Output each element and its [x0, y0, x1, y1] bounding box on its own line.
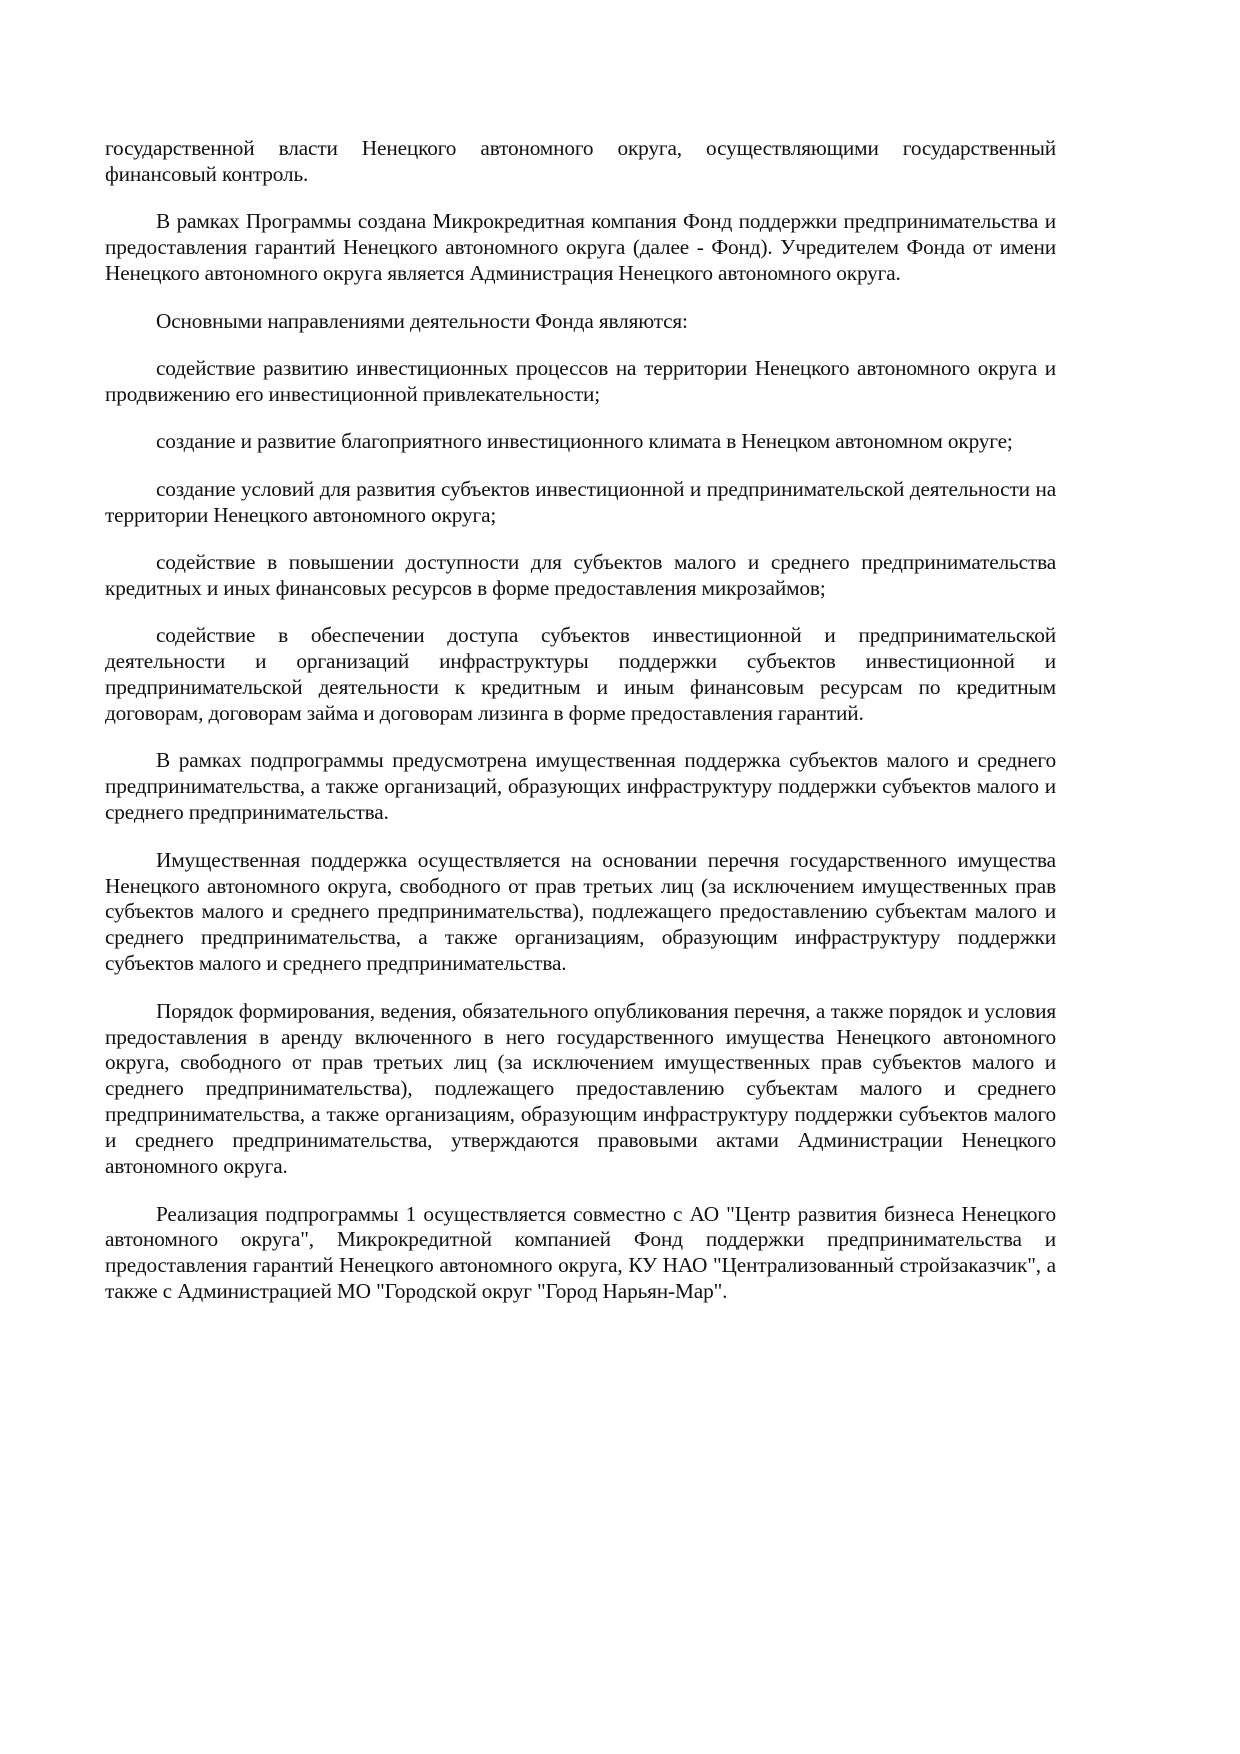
document-page	[105, 136, 1056, 1327]
paragraph-property-list: Имущественная поддержка осуществляется на основании перечня государственного имущества Ненецкого автономного округа, свободного от прав третьих лиц (за исключением имущественных прав субъектов малого и среднего предпринимательства), подлежащего предоставлению субъектам малого и среднего предпринимательства, а также организациям, образующим инфраструктуру поддержки субъектов малого и среднего предпринимательства.	[105, 847, 1056, 976]
paragraph-fund-directions-heading: Основными направлениями деятельности Фонда являются:	[156, 308, 688, 333]
paragraph-implementation-partners: Реализация подпрограммы 1 осуществляется совместно с АО "Центр развития бизнеса Ненецкого автономного округа", Микрокредитной компанией Фонд поддержки предпринимательства и предоставления гарантий Ненецкого автономного округа, КУ НАО "Централизованный стройзаказчик", а также с Администрацией МО "Городской округ "Город Нарьян-Мар".	[105, 1201, 1056, 1304]
paragraph-direction-investment-processes: содействие развитию инвестиционных процессов на территории Ненецкого автономного округа и продвижению его инвестиционной привлекательности;	[105, 355, 1056, 406]
paragraph-direction-guarantees: содействие в обеспечении доступа субъектов инвестиционной и предпринимательской деятельности и организаций инфраструктуры поддержки субъектов инвестиционной и предпринимательской деятельности к кредитным и иным финансовым ресурсам по кредитным договорам, договорам займа и договорам лизинга в форме предоставления гарантий.	[105, 623, 1056, 725]
paragraph-fund-creation: В рамках Программы создана Микрокредитная компания Фонд поддержки предпринимательства и предоставления гарантий Ненецкого автономного округа (далее - Фонд). Учредителем Фонда от имени Ненецкого автономного округа является Администрация Ненецкого автономного округа.	[105, 209, 1056, 286]
paragraph-direction-conditions: создание условий для развития субъектов инвестиционной и предпринимательской деятельности на территории Ненецкого автономного округа;	[105, 476, 1056, 527]
paragraph-direction-microloans: содействие в повышении доступности для субъектов малого и среднего предпринимательства кредитных и иных финансовых ресурсов в форме предоставления микрозаймов;	[105, 549, 1056, 600]
paragraph-property-support: В рамках подпрограммы предусмотрена имущественная поддержка субъектов малого и среднего предпринимательства, а также организаций, образующих инфраструктуру поддержки субъектов малого и среднего предпринимательства.	[105, 748, 1056, 825]
paragraph-financial-control: государственной власти Ненецкого автономного округа, осуществляющими государственный финансовый контроль.	[105, 136, 1056, 186]
paragraph-list-procedure: Порядок формирования, ведения, обязательного опубликования перечня, а также порядок и условия предоставления в аренду включенного в него государственного имущества Ненецкого автономного округа, свободного от прав третьих лиц (за исключением имущественных прав субъектов малого и среднего предпринимательства), подлежащего предоставлению субъектам малого и среднего предпринимательства, а также организациям, образующим инфраструктуру поддержки субъектов малого и среднего предпринимательства, утверждаются правовыми актами Администрации Ненецкого автономного округа.	[105, 998, 1056, 1179]
paragraph-direction-investment-climate: создание и развитие благоприятного инвестиционного климата в Ненецком автономном округе;	[156, 429, 1013, 454]
